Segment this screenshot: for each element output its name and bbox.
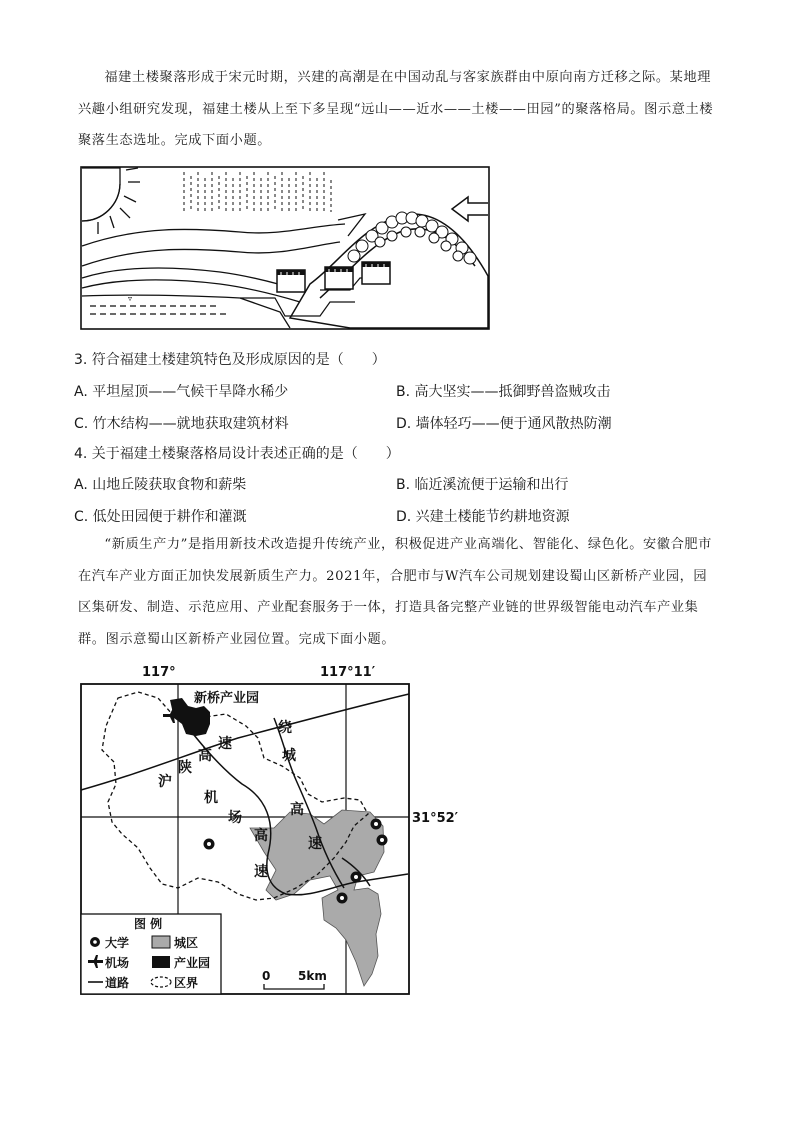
label-shan: 陕 [178, 760, 192, 776]
university-icon [204, 839, 215, 850]
water-mark-icon: ▿ [128, 294, 133, 303]
legend-airport: 机场 [105, 956, 130, 970]
legend-urban-swatch [152, 936, 170, 948]
legend-university-icon [90, 937, 100, 947]
legend-title: 图 例 [134, 917, 163, 931]
label-su3: 速 [308, 836, 322, 852]
legend-park-swatch [152, 956, 170, 968]
legend-university: 大学 [105, 936, 130, 950]
university-icon [337, 893, 348, 904]
label-hu: 沪 [158, 774, 172, 790]
question-3-option-d[interactable]: D. 墙体轻巧——便于通风散热防潮 [396, 416, 612, 432]
longitude-label-117: 117° [142, 665, 176, 680]
tulou-diagram-svg [80, 166, 490, 330]
park-label: 新桥产业园 [194, 691, 260, 706]
legend-road: 道路 [105, 976, 130, 990]
university-icon [371, 819, 382, 830]
intro-tulou: 福建土楼聚落形成于宋元时期，兴建的高潮是在中国动乱与客家族群由中原向南方迁移之际。某地理兴趣小组研究发现，福建土楼从上至下多呈现“远山——近水——土楼——田园”的聚落格局。图示意土楼聚落生态选址。完成下面小题。 [78, 70, 714, 148]
question-3-option-c[interactable]: C. 竹木结构——就地获取建筑材料 [74, 416, 289, 432]
university-icon [351, 872, 362, 883]
latitude-label-31-52: 31°52′ [412, 811, 459, 826]
question-3-option-a[interactable]: A. 平坦屋顶——气候干旱降水稀少 [74, 384, 289, 400]
label-gao1: 高 [198, 748, 212, 764]
question-4-option-c[interactable]: C. 低处田园便于耕作和灌溉 [74, 509, 247, 525]
tulou-building-1 [277, 270, 305, 292]
industrial-park-map-svg [78, 662, 478, 998]
label-cheng: 城 [282, 748, 296, 764]
label-su2: 速 [254, 864, 268, 880]
question-3-option-b[interactable]: B. 高大坚实——抵御野兽盗贼攻击 [396, 384, 611, 400]
legend-park: 产业园 [174, 956, 211, 970]
longitude-label-117-11: 117°11′ [320, 665, 376, 680]
legend-boundary: 区界 [174, 976, 199, 990]
label-chang: 场 [228, 810, 242, 826]
tulou-building-2 [325, 267, 353, 289]
label-gao2: 高 [254, 828, 268, 844]
label-rao: 绕 [278, 720, 292, 736]
intro-new-productivity: “新质生产力”是指用新技术改造提升传统产业，积极促进产业高端化、智能化、绿色化。安徽合肥市在汽车产业方面正加快发展新质生产力。2021年，合肥市与W汽车公司规划建设蜀山区新桥产业园，园区集研发、制造、示范应用、产业配套服务于一体，打造具备完整产业链的世界级智能电动汽车产业集群。图示意蜀山区新桥产业园位置。完成下面小题。 [78, 537, 712, 647]
label-gao3: 高 [290, 802, 304, 818]
scale-zero: 0 [262, 969, 271, 983]
scale-dist: 5km [298, 969, 327, 983]
label-su1: 速 [218, 736, 232, 752]
question-4-option-a[interactable]: A. 山地丘陵获取食物和薪柴 [74, 477, 247, 493]
question-4-stem: 4. 关于福建土楼聚落格局设计表述正确的是（ ） [74, 446, 400, 462]
tulou-diagram [80, 166, 490, 330]
tulou-building-3 [362, 262, 390, 284]
question-4-option-b[interactable]: B. 临近溪流便于运输和出行 [396, 477, 569, 493]
question-3-stem: 3. 符合福建土楼建筑特色及形成原因的是（ ） [74, 352, 386, 368]
question-4-option-d[interactable]: D. 兴建土楼能节约耕地资源 [396, 509, 570, 525]
legend-urban: 城区 [174, 936, 199, 950]
label-ji: 机 [204, 790, 218, 806]
industrial-park-map [78, 662, 478, 998]
map-legend [81, 914, 221, 994]
university-icon [377, 835, 388, 846]
